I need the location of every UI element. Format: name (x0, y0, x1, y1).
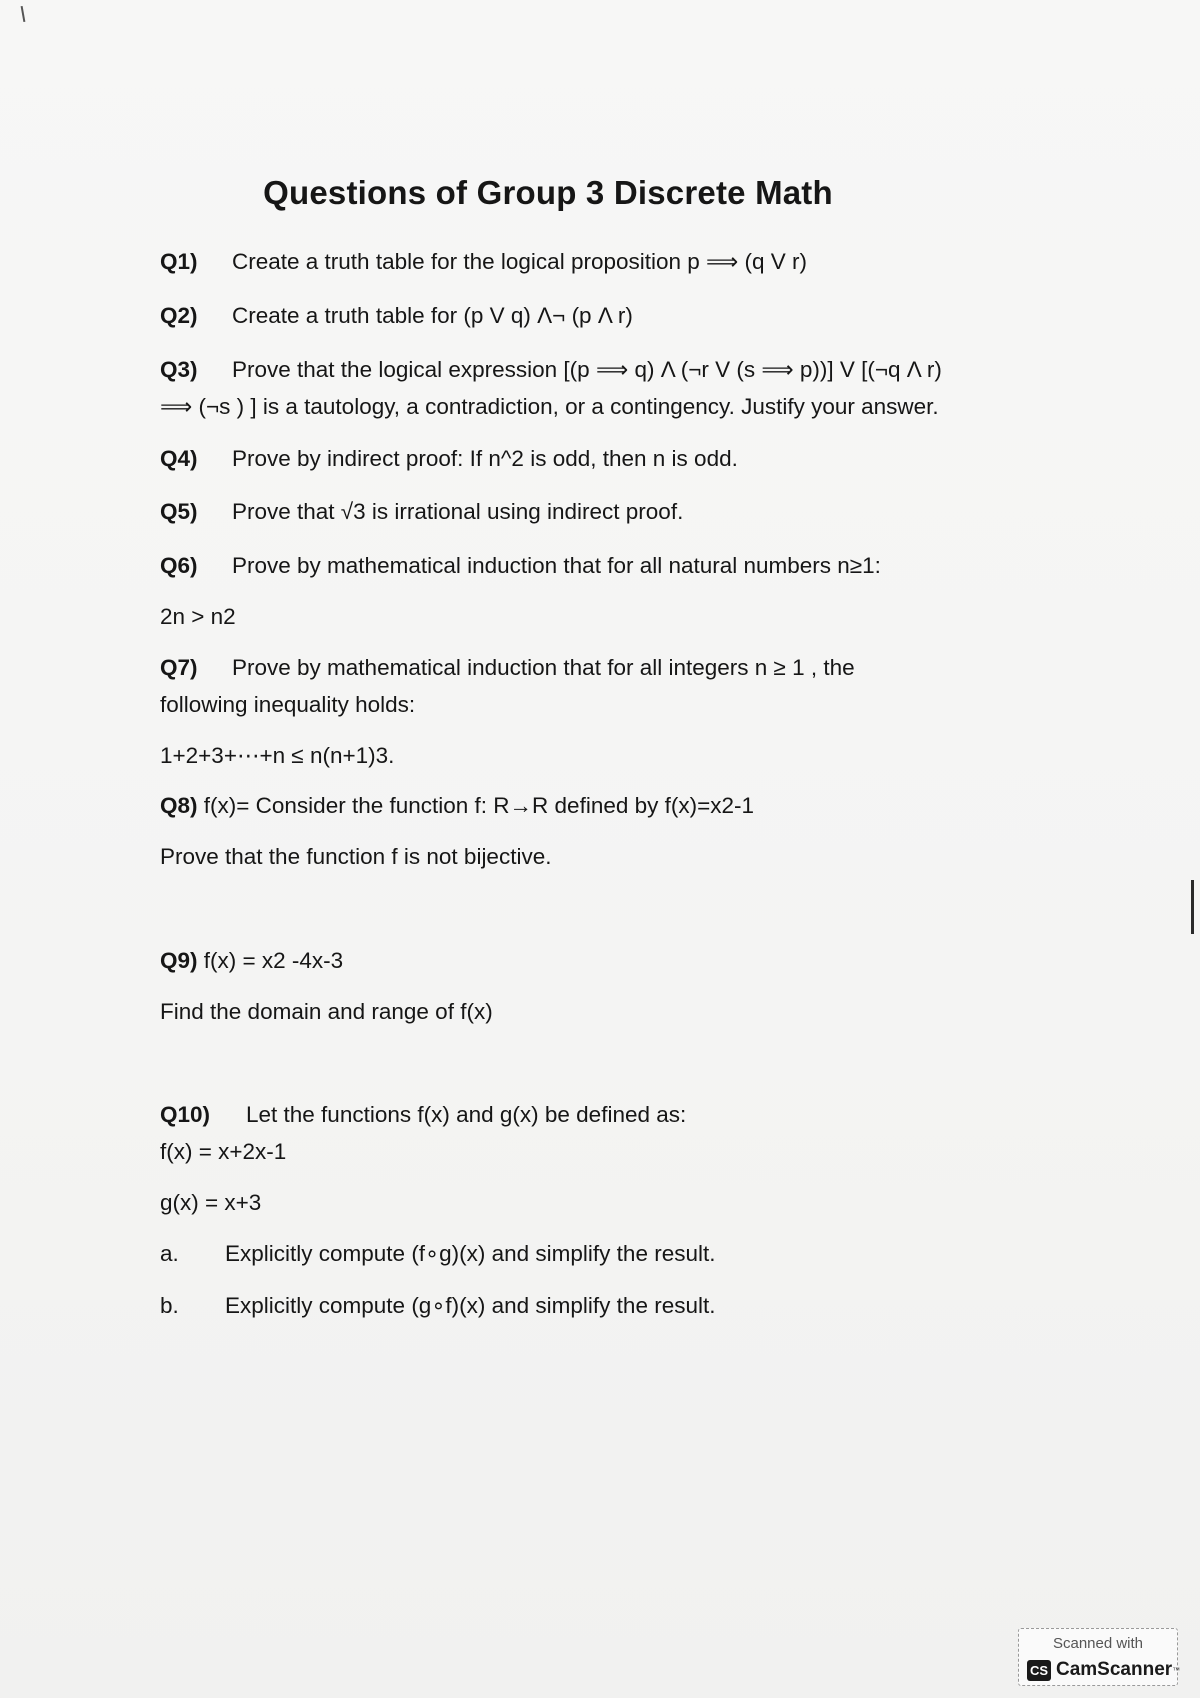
camscanner-watermark (1018, 1628, 1181, 1686)
page-edge-shadow (1191, 880, 1194, 934)
part-text: Explicitly compute (f∘g)(x) and simplify the result. (225, 1241, 716, 1266)
question-label: Q5) (160, 499, 198, 524)
watermark-brand-name: CamScanner (1056, 1659, 1173, 1680)
question-q1 (160, 247, 807, 277)
question-label: Q2) (160, 303, 198, 328)
question-text: f(x)= Consider the function f: R→R defined by f(x)=x2-1 (203, 793, 755, 818)
question-q2 (160, 301, 633, 331)
question-text: Prove by indirect proof: If n^2 is odd, then n is odd. (232, 446, 738, 471)
question-label: Q6) (160, 553, 198, 578)
margin-pen-mark (21, 6, 26, 22)
watermark-caption: Scanned with (1052, 1635, 1144, 1652)
question-text: Prove that √3 is irrational using indirect proof. (232, 499, 684, 524)
question-q10-part-b (160, 1291, 716, 1321)
question-q6-formula: 2n > n2 (160, 604, 236, 629)
question-label: Q10) (160, 1102, 211, 1127)
question-q7-formula: 1+2+3+⋯+n ≤ n(n+1)3. (160, 743, 395, 768)
question-text: Prove by mathematical induction that for all natural numbers n≥1: (232, 553, 881, 578)
question-q10-f-definition: f(x) = x+2x-1 (160, 1139, 287, 1164)
question-q6 (160, 551, 881, 581)
question-q7 (160, 653, 855, 683)
part-label: b. (160, 1293, 179, 1318)
question-q5 (160, 497, 683, 527)
part-text: Explicitly compute (g∘f)(x) and simplify the result. (225, 1293, 716, 1318)
question-q10 (160, 1100, 686, 1130)
question-q9 (160, 946, 343, 976)
page-title: Questions of Group 3 Discrete Math (263, 174, 833, 211)
question-text: f(x) = x2 -4x-3 (203, 948, 344, 973)
question-label: Q1) (160, 249, 198, 274)
question-text: Prove by mathematical induction that for all integers n ≥ 1 , the (232, 655, 855, 680)
camscanner-logo-icon: CS (1027, 1660, 1051, 1681)
question-label: Q7) (160, 655, 198, 680)
question-q4 (160, 444, 738, 474)
question-label: Q9) (160, 948, 198, 973)
question-text: Let the functions f(x) and g(x) be defined as: (246, 1102, 687, 1127)
trademark-symbol: ™ (1172, 1665, 1181, 1675)
question-q10-part-a (160, 1239, 716, 1269)
question-q8 (160, 791, 754, 821)
watermark-brand-row (1027, 1659, 1180, 1681)
question-label: Q8) (160, 793, 198, 818)
question-text: Prove that the logical expression [(p ⟹ q) Λ (¬r V (s ⟹ p))] V [(¬q Λ r) (232, 357, 942, 382)
question-q3 (160, 355, 942, 385)
question-label: Q4) (160, 446, 198, 471)
question-text: Create a truth table for the logical proposition p ⟹ (q V r) (232, 249, 808, 274)
question-q3-continuation: ⟹ (¬s ) ] is a tautology, a contradiction, or a contingency. Justify your answer. (160, 394, 939, 419)
question-text: Create a truth table for (p V q) Λ¬ (p Λ r) (232, 303, 633, 328)
question-q8-continuation: Prove that the function f is not bijective. (160, 844, 552, 869)
question-label: Q3) (160, 357, 198, 382)
question-q7-continuation: following inequality holds: (160, 692, 416, 717)
question-q10-g-definition: g(x) = x+3 (160, 1190, 262, 1215)
question-q9-continuation: Find the domain and range of f(x) (160, 999, 493, 1024)
part-label: a. (160, 1241, 179, 1266)
